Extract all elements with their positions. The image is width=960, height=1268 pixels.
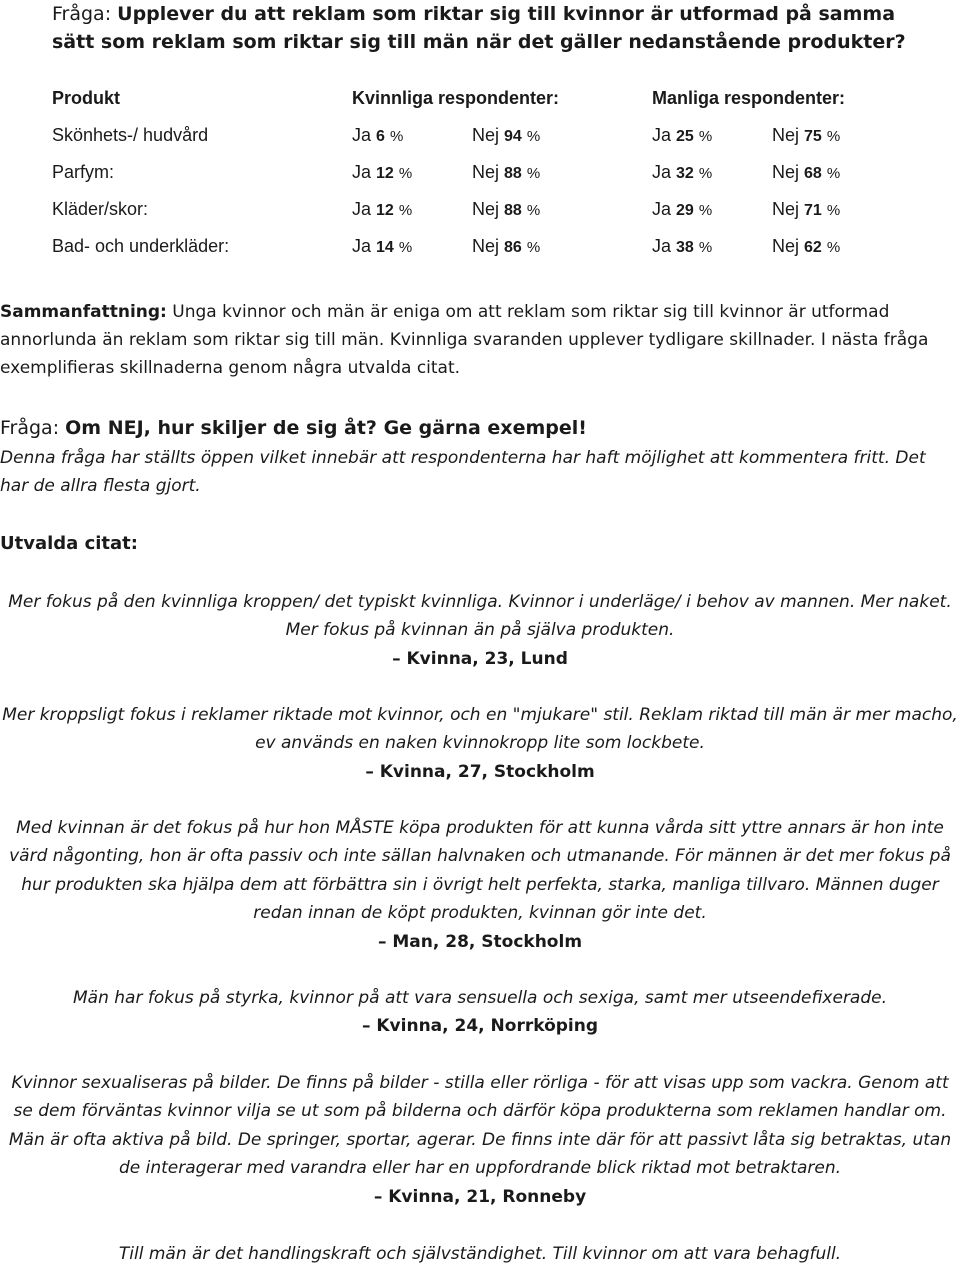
table-row — [52, 160, 912, 197]
men-yes-cell — [652, 197, 712, 223]
quote-block — [0, 588, 960, 673]
quote-text: Med kvinnan är det fokus på hur hon MÅSTE köpa produkten för att kunna vårda sitt yttre annars är hon inte värd någonting, hon är ofta passiv och inte sällan halvnaken och utmanande. För männen är det mer fokus på hur produkten ska hjälpa dem att förbättra sin i övrigt helt perfekta, starka, manliga tillvaro. Männen duger redan innan de köpt produkten, kvinnan gör inte det. — [9, 818, 951, 924]
men-yes-cell — [652, 234, 712, 260]
women-yes-cell — [352, 234, 412, 260]
men-yes-value: 29 — [676, 202, 694, 219]
women-no-cell — [472, 160, 540, 186]
question-1-text: Upplever du att reklam som riktar sig till kvinnor är utformad på samma sätt som reklam som riktar sig till män när det gäller nedanstående produkter? — [52, 3, 906, 53]
quote-text: Mer kroppsligt fokus i reklamer riktade mot kvinnor, och en "mjukare" stil. Reklam riktad till män är mer macho, ev används en naken kvinnokropp lite som lockbete. — [2, 705, 958, 754]
results-table — [52, 86, 912, 271]
men-yes-cell — [652, 123, 712, 149]
men-yes-value: 38 — [676, 239, 694, 256]
citations-heading: Utvalda citat: — [0, 533, 138, 554]
women-no-label: Nej — [472, 236, 500, 256]
men-yes-value: 32 — [676, 165, 694, 182]
percent-sign: % — [526, 202, 541, 219]
product-name — [52, 234, 229, 258]
question-2 — [0, 414, 940, 442]
percent-sign: % — [698, 202, 713, 219]
percent-sign: % — [826, 202, 841, 219]
percent-sign: % — [826, 128, 841, 145]
men-yes-label: Ja — [652, 199, 672, 219]
women-no-value: 88 — [504, 202, 522, 219]
question-1-label: Fråga: — [52, 3, 112, 25]
product-name — [52, 123, 208, 147]
women-yes-label: Ja — [352, 236, 372, 256]
product-label: Kläder/skor: — [52, 199, 149, 219]
quote-text: Män har fokus på styrka, kvinnor på att vara sensuella och sexiga, samt mer utseendefixerade. — [73, 988, 887, 1008]
women-yes-label: Ja — [352, 162, 372, 182]
product-label: Skönhets-/ hudvård — [52, 125, 209, 145]
men-no-cell — [772, 197, 840, 223]
men-no-value: 71 — [804, 202, 822, 219]
quote-block — [0, 984, 960, 1041]
men-yes-label: Ja — [652, 162, 672, 182]
table-row — [52, 123, 912, 160]
men-no-value: 62 — [804, 239, 822, 256]
header-women: Kvinnliga respondenter: — [352, 88, 560, 108]
women-yes-value: 12 — [376, 165, 394, 182]
percent-sign: % — [398, 165, 413, 182]
men-yes-value: 25 — [676, 128, 694, 145]
women-yes-value: 14 — [376, 239, 394, 256]
product-name — [52, 197, 148, 221]
header-men: Manliga respondenter: — [652, 88, 846, 108]
women-no-value: 86 — [504, 239, 522, 256]
product-name — [52, 160, 114, 184]
men-no-label: Nej — [772, 199, 800, 219]
percent-sign: % — [826, 165, 841, 182]
women-yes-label: Ja — [352, 199, 372, 219]
question-2-label: Fråga: — [0, 417, 60, 439]
quote-block — [0, 1240, 960, 1268]
men-no-cell — [772, 123, 840, 149]
quote-attribution: – Man, 28, Stockholm — [377, 931, 583, 952]
header-product: Produkt — [52, 88, 121, 108]
product-label: Bad- och underkläder: — [52, 236, 230, 256]
summary-text: Unga kvinnor och män är eniga om att reklam som riktar sig till kvinnor är utformad annorlunda än reklam som riktar sig till män. Kvinnliga svaranden upplever tydligare skillnader. I nästa fråga exemplifieras skillnaderna genom några utvalda citat. — [0, 302, 929, 378]
women-yes-cell — [352, 197, 412, 223]
quote-text: Mer fokus på den kvinnliga kroppen/ det typiskt kvinnliga. Kvinnor i underläge/ i behov av mannen. Mer naket. Mer fokus på kvinnan än på själva produkten. — [8, 592, 952, 641]
men-yes-label: Ja — [652, 236, 672, 256]
question-2-note: Denna fråga har ställts öppen vilket innebär att respondenterna har haft möjlighet att kommentera fritt. Det har de allra flesta gjort. — [0, 448, 926, 496]
men-no-value: 75 — [804, 128, 822, 145]
quote-attribution: – Kvinna, 23, Lund — [392, 648, 568, 669]
question-1 — [52, 0, 912, 56]
women-yes-cell — [352, 123, 403, 149]
summary-paragraph — [0, 298, 940, 382]
percent-sign: % — [526, 128, 541, 145]
product-label: Parfym: — [52, 162, 115, 182]
percent-sign: % — [398, 239, 413, 256]
percent-sign: % — [526, 239, 541, 256]
women-yes-value: 6 — [376, 128, 385, 145]
percent-sign: % — [698, 239, 713, 256]
table-header-row — [52, 86, 912, 123]
women-no-label: Nej — [472, 125, 500, 145]
quote-block — [0, 701, 960, 786]
women-yes-cell — [352, 160, 412, 186]
percent-sign: % — [389, 128, 404, 145]
quote-text: Kvinnor sexualiseras på bilder. De finns på bilder - stilla eller rörliga - för att visas upp som vackra. Genom att se dem förväntas kvinnor vilja se ut som på bilderna och därför köpa produkterna som reklamen handlar om. Män är ofta aktiva på bild. De springer, sportar, agerar. De finns inte där för att passivt låta sig betraktas, utan de interagerar med varandra eller har en uppfordrande blick riktad mot betraktaren. — [8, 1073, 952, 1179]
women-no-cell — [472, 234, 540, 260]
women-no-cell — [472, 123, 540, 149]
summary-label: Sammanfattning: — [0, 302, 167, 322]
quote-attribution: – Kvinna, 27, Stockholm — [365, 761, 595, 782]
percent-sign: % — [398, 202, 413, 219]
percent-sign: % — [698, 165, 713, 182]
men-yes-cell — [652, 160, 712, 186]
table-row — [52, 197, 912, 234]
percent-sign: % — [698, 128, 713, 145]
women-yes-label: Ja — [352, 125, 372, 145]
men-no-value: 68 — [804, 165, 822, 182]
percent-sign: % — [526, 165, 541, 182]
men-no-label: Nej — [772, 236, 800, 256]
women-yes-value: 12 — [376, 202, 394, 219]
men-no-label: Nej — [772, 125, 800, 145]
quote-text: Till män är det handlingskraft och självständighet. Till kvinnor om att vara behagfull. — [118, 1244, 842, 1264]
quote-attribution: – Kvinna, 21, Ronneby — [373, 1186, 587, 1207]
table-row — [52, 234, 912, 271]
women-no-value: 88 — [504, 165, 522, 182]
question-2-text: Om NEJ, hur skiljer de sig åt? Ge gärna exempel! — [65, 417, 587, 439]
women-no-label: Nej — [472, 162, 500, 182]
women-no-label: Nej — [472, 199, 500, 219]
percent-sign: % — [826, 239, 841, 256]
quote-block — [0, 814, 960, 956]
women-no-cell — [472, 197, 540, 223]
quote-attribution: – Kvinna, 24, Norrköping — [361, 1016, 599, 1037]
quote-block — [0, 1069, 960, 1211]
men-no-label: Nej — [772, 162, 800, 182]
men-no-cell — [772, 234, 840, 260]
men-no-cell — [772, 160, 840, 186]
women-no-value: 94 — [504, 128, 522, 145]
men-yes-label: Ja — [652, 125, 672, 145]
